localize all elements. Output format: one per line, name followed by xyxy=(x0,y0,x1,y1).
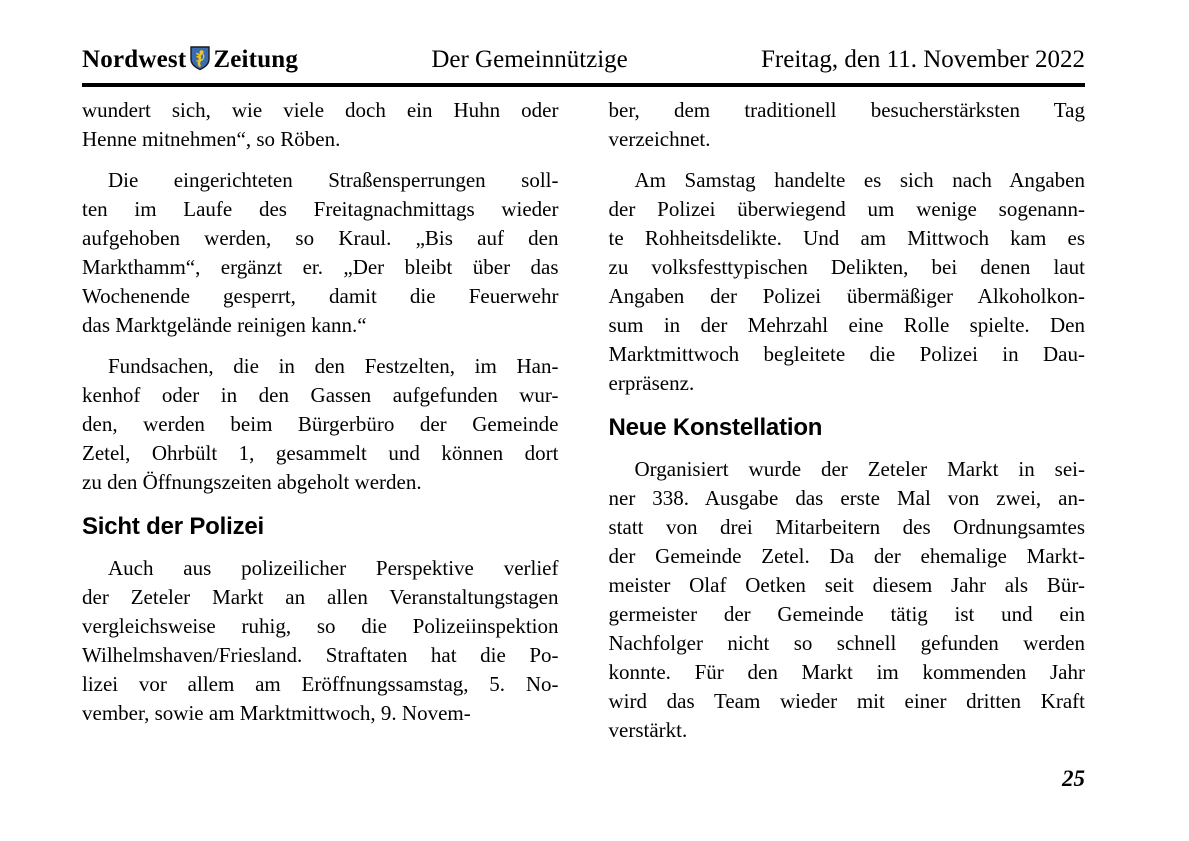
text-line: erpräsenz. xyxy=(608,371,695,395)
paragraph xyxy=(82,96,559,154)
text-line: lizei vor allem am Eröffnungssamstag, 5. No- xyxy=(82,672,559,696)
coat-of-arms-icon xyxy=(190,46,210,71)
text-line: wundert sich, wie viele doch ein Huhn oder xyxy=(82,98,559,122)
text-line: den, werden beim Bürgerbüro der Gemeinde xyxy=(82,412,559,436)
paragraph xyxy=(609,455,1086,745)
text-line: statt von drei Mitarbeitern des Ordnungsamtes xyxy=(608,515,1085,539)
issue-title: Der Gemeinnützige xyxy=(431,46,628,73)
brand-name-left: Nordwest xyxy=(82,46,187,73)
text-line: Die eingerichteten Straßensperrungen soll- xyxy=(108,168,559,192)
text-line: Wochenende gesperrt, damit die Feuerwehr xyxy=(82,284,559,308)
text-line: konnte. Für den Markt im kommenden Jahr xyxy=(608,660,1085,684)
text-line: Angaben der Polizei übermäßiger Alkoholkon- xyxy=(608,284,1085,308)
brand-name-right: Zeitung xyxy=(213,46,299,73)
section-heading: Neue Konstellation xyxy=(608,414,823,441)
text-line: ner 338. Ausgabe das erste Mal von zwei, an- xyxy=(608,486,1085,510)
text-line: meister Olaf Oetken seit diesem Jahr als Bür- xyxy=(608,573,1085,597)
text-line: ten im Laufe des Freitagnachmittags wieder xyxy=(82,197,559,221)
text-line: vember, sowie am Marktmittwoch, 9. Novem- xyxy=(82,701,471,725)
paragraph xyxy=(609,96,1086,154)
text-line: ber, dem traditionell besucherstärksten Tag xyxy=(608,98,1085,122)
text-line: te Rohheitsdelikte. Und am Mittwoch kam es xyxy=(608,226,1085,250)
paragraph xyxy=(609,166,1086,398)
article-body xyxy=(82,96,1085,745)
text-line: Am Samstag handelte es sich nach Angaben xyxy=(634,168,1085,192)
text-line: der Polizei überwiegend um wenige sogenann- xyxy=(608,197,1085,221)
page-number: 25 xyxy=(1062,766,1085,791)
text-line: Auch aus polizeilicher Perspektive verlief xyxy=(108,556,559,580)
paragraph xyxy=(82,166,559,340)
text-line: wird das Team wieder mit einer dritten Kraft xyxy=(608,689,1085,713)
article-column-right xyxy=(609,96,1086,745)
text-line: verzeichnet. xyxy=(608,127,711,151)
text-line: Markthamm“, ergänzt er. „Der bleibt über das xyxy=(82,255,559,279)
text-line: Zetel, Ohrbült 1, gesammelt und können dort xyxy=(82,441,559,465)
text-line: Wilhelmshaven/Friesland. Straftaten hat die Po- xyxy=(82,643,559,667)
article-column-left xyxy=(82,96,559,745)
text-line: Fundsachen, die in den Festzelten, im Han- xyxy=(108,354,559,378)
text-line: Nachfolger nicht so schnell gefunden werden xyxy=(608,631,1085,655)
text-line: Henne mitnehmen“, so Röben. xyxy=(82,127,341,151)
text-line: Marktmittwoch begleitete die Polizei in Dau- xyxy=(608,342,1085,366)
text-line: germeister der Gemeinde tätig ist und ein xyxy=(608,602,1085,626)
text-line: zu volksfesttypischen Delikten, bei denen laut xyxy=(608,255,1085,279)
text-line: das Marktgelände reinigen kann.“ xyxy=(82,313,367,337)
text-line: kenhof oder in den Gassen aufgefunden wur- xyxy=(82,383,559,407)
text-line: Organisiert wurde der Zeteler Markt in sei- xyxy=(634,457,1085,481)
text-line: verstärkt. xyxy=(608,718,688,742)
text-line: sum in der Mehrzahl eine Rolle spielte. Den xyxy=(608,313,1085,337)
text-line: der Zeteler Markt an allen Veranstaltungstagen xyxy=(82,585,559,609)
issue-date: Freitag, den 11. November 2022 xyxy=(761,46,1085,73)
newspaper-brand xyxy=(82,46,298,74)
text-line: aufgehoben werden, so Kraul. „Bis auf den xyxy=(82,226,559,250)
text-line: zu den Öffnungszeiten abgeholt werden. xyxy=(82,470,422,494)
text-line: der Gemeinde Zetel. Da der ehemalige Markt- xyxy=(608,544,1085,568)
text-line: vergleichsweise ruhig, so die Polizeiinspektion xyxy=(82,614,559,638)
section-heading: Sicht der Polizei xyxy=(82,513,264,540)
paragraph xyxy=(82,554,559,728)
masthead xyxy=(82,46,1085,87)
paragraph xyxy=(82,352,559,497)
